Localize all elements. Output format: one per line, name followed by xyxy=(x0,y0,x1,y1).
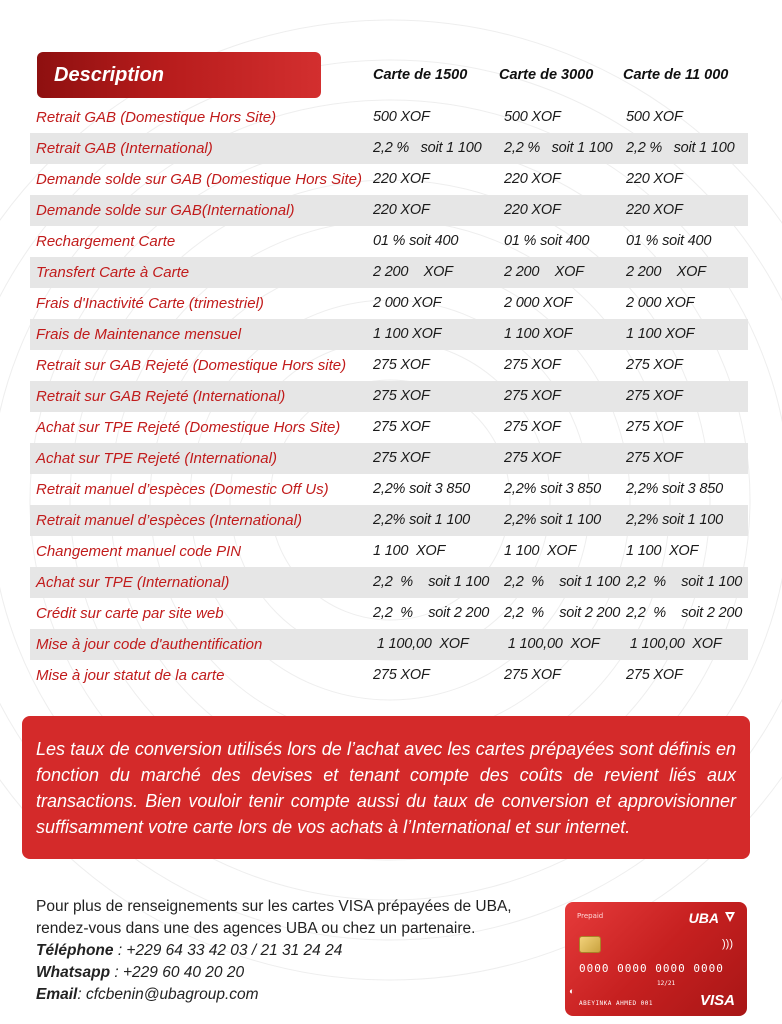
fee-value: 2,2 % soit 2 200 xyxy=(626,605,743,621)
fee-value: 1 100 XOF xyxy=(504,543,577,559)
table-row xyxy=(30,288,748,319)
fee-value: 2,2 % soit 2 200 xyxy=(373,605,490,621)
fee-value: 2,2 % soit 1 100 xyxy=(626,574,743,590)
fee-label: Achat sur TPE Rejeté (International) xyxy=(36,450,277,467)
fee-value: 1 100 XOF xyxy=(504,326,573,342)
email-line xyxy=(36,984,556,1006)
fee-value: 275 XOF xyxy=(626,667,683,683)
fee-value: 220 XOF xyxy=(373,171,430,187)
card-holder: ABEYINKA AHMED 001 xyxy=(579,1000,654,1007)
table-row xyxy=(30,133,748,164)
table-row xyxy=(30,381,748,412)
fee-value: 2,2% soit 1 100 xyxy=(373,512,470,528)
fee-value: 275 XOF xyxy=(504,388,561,404)
fee-value: 2,2% soit 1 100 xyxy=(626,512,723,528)
fee-value: 275 XOF xyxy=(626,388,683,404)
fee-label: Demande solde sur GAB(International) xyxy=(36,202,295,219)
table-row xyxy=(30,536,748,567)
table-row xyxy=(30,102,748,133)
table-row xyxy=(30,505,748,536)
fee-label: Transfert Carte à Carte xyxy=(36,264,190,281)
fee-value: 2,2% soit 3 850 xyxy=(373,481,470,497)
fee-value: 275 XOF xyxy=(373,667,430,683)
table-header xyxy=(0,52,782,98)
fee-value: 01 % soit 400 xyxy=(504,233,590,249)
fee-value: 275 XOF xyxy=(626,419,683,435)
fee-value: 500 XOF xyxy=(626,109,683,125)
fee-value: 220 XOF xyxy=(626,202,683,218)
fee-value: 1 100 XOF xyxy=(626,543,699,559)
table-row xyxy=(30,660,748,691)
fee-value: 275 XOF xyxy=(373,419,430,435)
fee-value: 1 100,00 XOF xyxy=(504,636,600,652)
visa-logo: VISA xyxy=(699,992,735,1009)
fee-label: Frais de Maintenance mensuel xyxy=(36,326,242,343)
fee-value: 500 XOF xyxy=(373,109,430,125)
table-row xyxy=(30,598,748,629)
fee-value: 500 XOF xyxy=(504,109,561,125)
card-brand: UBA xyxy=(688,910,719,926)
table-row xyxy=(30,412,748,443)
card-number: 0000 0000 0000 0000 xyxy=(579,962,724,975)
fee-label: Changement manuel code PIN xyxy=(36,543,242,560)
fee-label: Rechargement Carte xyxy=(36,233,176,250)
fee-value: 2 000 XOF xyxy=(626,295,695,311)
whatsapp-line xyxy=(36,962,556,984)
contactless-icon: ))) xyxy=(722,938,733,950)
fee-label: Retrait sur GAB Rejeté (International) xyxy=(36,388,286,405)
fee-label: Achat sur TPE Rejeté (Domestique Hors Site) xyxy=(36,419,341,436)
fee-value: 275 XOF xyxy=(373,388,430,404)
contact-intro: Pour plus de renseignements sur les cartes VISA prépayées de UBA, rendez-vous dans une des agences UBA ou chez un partenaire. xyxy=(36,898,512,937)
table-row xyxy=(30,257,748,288)
table-row xyxy=(30,443,748,474)
fee-label: Retrait sur GAB Rejeté (Domestique Hors site) xyxy=(36,357,347,374)
fee-value: 1 100 XOF xyxy=(626,326,695,342)
fee-value: 2 200 XOF xyxy=(626,264,706,280)
fee-value: 220 XOF xyxy=(504,202,561,218)
table-row xyxy=(30,319,748,350)
prepaid-card-image xyxy=(565,902,747,1016)
fee-value: 220 XOF xyxy=(626,171,683,187)
fee-label: Retrait manuel d’espèces (International) xyxy=(36,512,302,529)
fee-label: Retrait GAB (International) xyxy=(36,140,213,157)
table-row xyxy=(30,195,748,226)
fee-value: 2,2 % soit 1 100 xyxy=(373,140,482,156)
fee-value: 01 % soit 400 xyxy=(373,233,459,249)
card-expiry: 12/21 xyxy=(657,980,676,987)
fee-label: Mise à jour code d'authentification xyxy=(36,636,263,653)
phone-label: Téléphone xyxy=(36,942,114,959)
table-row xyxy=(30,226,748,257)
table-row xyxy=(30,350,748,381)
conversion-notice xyxy=(22,716,750,859)
fee-value: 220 XOF xyxy=(504,171,561,187)
column-header-1500: Carte de 1500 xyxy=(373,67,468,83)
fee-table xyxy=(30,102,748,691)
fee-value: 2,2 % soit 1 100 xyxy=(504,140,613,156)
fee-value: 2,2 % soit 1 100 xyxy=(504,574,621,590)
fee-value: 2 000 XOF xyxy=(373,295,442,311)
fee-value: 275 XOF xyxy=(504,357,561,373)
phone-value: : +229 64 33 42 03 / 21 31 24 24 xyxy=(113,942,343,959)
fee-value: 220 XOF xyxy=(373,202,430,218)
fee-label: Frais d'Inactivité Carte (trimestriel) xyxy=(36,295,264,312)
fee-label: Retrait manuel d’espèces (Domestic Off Us) xyxy=(36,481,329,498)
table-row xyxy=(30,164,748,195)
fee-value: 275 XOF xyxy=(373,450,430,466)
fee-value: 275 XOF xyxy=(504,667,561,683)
fee-label: Achat sur TPE (International) xyxy=(36,574,230,591)
whatsapp-value: : +229 60 40 20 20 xyxy=(110,964,245,981)
fee-value: 2,2% soit 3 850 xyxy=(626,481,723,497)
whatsapp-label: Whatsapp xyxy=(36,964,111,981)
fee-value: 01 % soit 400 xyxy=(626,233,712,249)
fee-value: 2,2% soit 1 100 xyxy=(504,512,601,528)
fee-value: 275 XOF xyxy=(626,357,683,373)
column-header-11000: Carte de 11 000 xyxy=(623,67,729,83)
description-header: Description xyxy=(37,52,321,98)
fee-value: 2 200 XOF xyxy=(373,264,453,280)
table-row xyxy=(30,567,748,598)
fee-value: 275 XOF xyxy=(373,357,430,373)
fee-value: 2 000 XOF xyxy=(504,295,573,311)
fee-label: Mise à jour statut de la carte xyxy=(36,667,225,684)
fee-label: Demande solde sur GAB (Domestique Hors Site) xyxy=(36,171,362,188)
card-hologram-icon: ◐ xyxy=(569,986,575,996)
fee-value: 2,2 % soit 1 100 xyxy=(373,574,490,590)
card-chip-icon xyxy=(579,936,601,953)
fee-label: Retrait GAB (Domestique Hors Site) xyxy=(36,109,277,126)
email-value[interactable]: : cfcbenin@ubagroup.com xyxy=(77,986,259,1003)
uba-logo-icon xyxy=(723,910,737,924)
card-prepaid-label: Prepaid xyxy=(577,912,604,920)
fee-value: 2,2 % soit 1 100 xyxy=(626,140,735,156)
email-label: Email xyxy=(36,986,78,1003)
fee-value: 2 200 XOF xyxy=(504,264,584,280)
table-row xyxy=(30,629,748,660)
fee-value: 1 100,00 XOF xyxy=(626,636,722,652)
fee-value: 1 100,00 XOF xyxy=(373,636,469,652)
notice-text: Les taux de conversion utilisés lors de l’achat avec les cartes prépayées sont définis en fonction du marché des devises et tenant compte des coûts de revient liés aux transactions. Bien vouloir tenir compte aussi du taux de conversion et approvisionner suffisamment votre carte lors de vos achats à l’International et sur internet. xyxy=(36,739,736,837)
contact-info xyxy=(36,896,556,1006)
table-row xyxy=(30,474,748,505)
fee-value: 1 100 XOF xyxy=(373,543,446,559)
fee-value: 275 XOF xyxy=(504,450,561,466)
fee-value: 2,2 % soit 2 200 xyxy=(504,605,621,621)
column-header-3000: Carte de 3000 xyxy=(499,67,594,83)
fee-value: 275 XOF xyxy=(504,419,561,435)
fee-label: Crédit sur carte par site web xyxy=(36,605,224,622)
fee-value: 2,2% soit 3 850 xyxy=(504,481,601,497)
phone-line xyxy=(36,940,556,962)
fee-value: 275 XOF xyxy=(626,450,683,466)
fee-value: 1 100 XOF xyxy=(373,326,442,342)
